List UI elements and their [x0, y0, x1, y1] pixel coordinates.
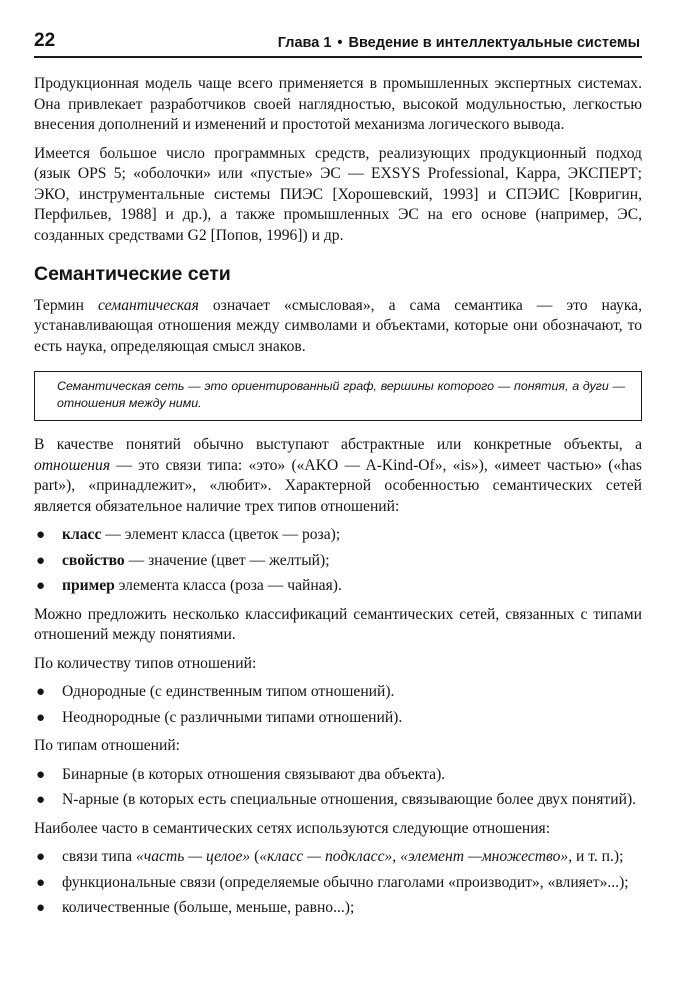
bullet-icon: ●	[36, 709, 46, 726]
common-relations-list	[34, 847, 642, 919]
bullet-icon: ●	[36, 874, 46, 891]
paragraph-semantic-term: Термин семантическая означает «смысловая», а сама семантика — это наука, устанавливающая отношения между символами и объектами, которые они обозначают, то есть наука, определяющая смысл знаков.	[34, 296, 642, 355]
definition-box: Семантическая сеть — это ориентированный граф, вершины которого — понятия, а дуги — отношения между ними.	[34, 371, 642, 421]
list-item: ● класс — элемент класса (цветок — роза);	[34, 525, 642, 546]
page-body	[34, 74, 642, 927]
bullet-icon: ●	[36, 849, 46, 865]
paragraph-production-tools: Имеется большое число программных средств, реализующих продукционный подход (язык OPS 5; «оболочки» или «пустые» ЭС — EXSYS Professional, Kappa, ЭКСПЕРТ; ЭКО, инструментальные системы ПИЭС [Хорошевский, 1993] и СПЭИС [Ковригин, Перфильев, 1988] и др.), а также промышленных ЭС на его основе (например, ЭС, созданных средствами G2 [Попов, 1996]) и др.	[34, 144, 642, 244]
list-item: ● Неоднородные (с различными типами отношений).	[34, 708, 642, 729]
chapter-title: Введение в интеллектуальные системы	[348, 35, 640, 51]
list-item: ● связи типа «часть — целое» («класс — подкласс», «элемент —множество», и т. п.);	[34, 847, 642, 868]
running-head	[278, 35, 640, 51]
list-item: ● свойство — значение (цвет — желтый);	[34, 551, 642, 572]
list-item: ● количественные (больше, меньше, равно...);	[34, 898, 642, 919]
list-item: ● пример элемента класса (роза — чайная).	[34, 576, 642, 597]
bullet-icon: ●	[36, 527, 46, 543]
bullet-icon: ●	[36, 766, 46, 783]
bullet-icon: ●	[36, 578, 46, 594]
section-title: Семантические сети	[34, 263, 231, 285]
list-item: ● Однородные (с единственным типом отношений).	[34, 682, 642, 703]
by-type-list	[34, 765, 642, 811]
paragraph-concepts: В качестве понятий обычно выступают абстрактные или конкретные объекты, а отношения — это связи типа: «это» («AKO — A-Kind-Of», «is»), «имеет частью» («has part»), «принадлежит», «любит». Характерной особенностью семантических сетей является обязательное наличие трех типов отношений:	[34, 436, 642, 515]
header-separator: •	[337, 35, 343, 51]
term-relations: отношения	[34, 456, 111, 474]
paragraph-production-usage: Продукционная модель чаще всего применяется в промышленных экспертных системах. Она привлекает разработчиков своей наглядностью, высокой модульностью, легкостью внесения дополнений и изменений и простотой механизма логического вывода.	[34, 75, 642, 133]
list-item: ● Бинарные (в которых отношения связывают два объекта).	[34, 765, 642, 786]
relation-types-list	[34, 525, 642, 597]
list-item: ● функциональные связи (определяемые обычно глаголами «производит», «влияет»...);	[34, 873, 642, 894]
paragraph-classifications: Можно предложить несколько классификаций семантических сетей, связанных с типами отношений между понятиями.	[34, 605, 642, 643]
chapter-label: Глава 1	[277, 35, 332, 51]
bullet-icon: ●	[36, 900, 46, 916]
running-header	[34, 30, 642, 58]
list-item: ● N-арные (в которых есть специальные отношения, связывающие более двух понятий).	[34, 790, 642, 811]
label-common-relations: Наиболее часто в семантических сетях используются следующие отношения:	[34, 819, 551, 837]
label-by-type: По типам отношений:	[34, 737, 180, 754]
bullet-icon: ●	[36, 684, 46, 700]
page-number: 22	[34, 30, 56, 51]
term-semantic: семантическая	[98, 296, 199, 314]
bullet-icon: ●	[36, 552, 46, 569]
by-count-list	[34, 682, 642, 728]
label-by-count: По количеству типов отношений:	[34, 654, 257, 672]
bullet-icon: ●	[36, 792, 46, 808]
